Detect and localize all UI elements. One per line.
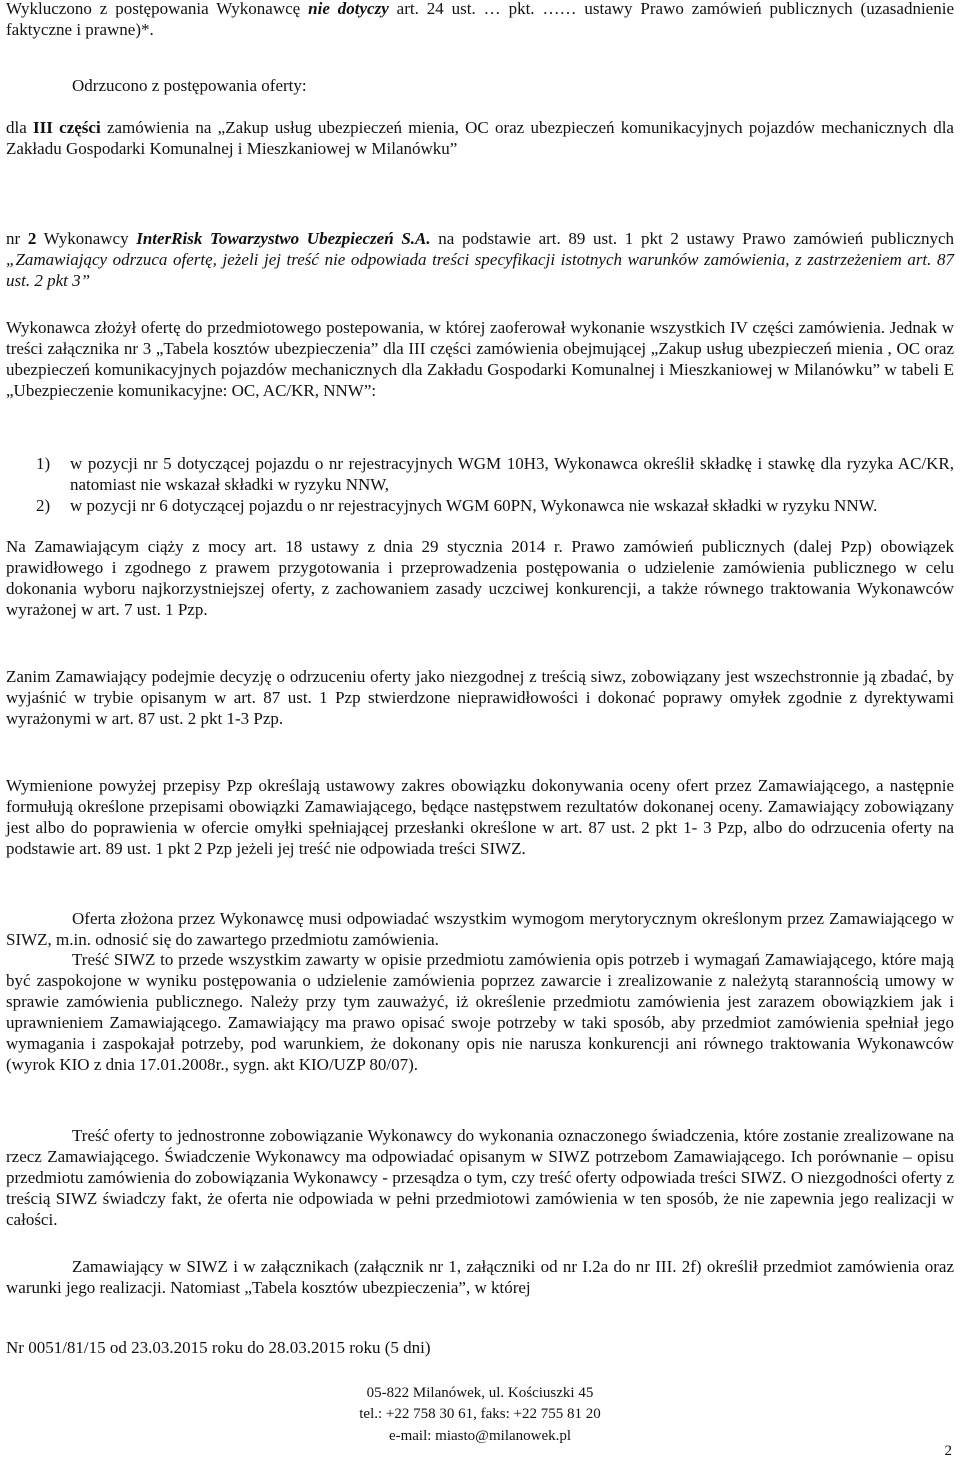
exclusion-text-1: Wykluczono z postępowania Wykonawcę xyxy=(6,0,309,18)
part-text-1: dla xyxy=(6,118,34,137)
assessment-paragraph: Wymienione powyżej przepisy Pzp określają ustawowy zakres obowiązku dokonywania oceny ofert przez Zamawiającego, a następnie formułują określone przepisami obowiązki Zamawiającego, będące następstwem rezultatów dokonanej oceny. Zamawiający zobowiązany jest albo do poprawienia w ofercie omyłki spełniającej przesłanki określone w art. 87 ust. 2 pkt 1- 3 Pzp, albo do odrzucenia oferty na podstawie art. 89 ust. 1 pkt 2 Pzp jeżeli jej treść nie odpowiada treści SIWZ. xyxy=(6,776,954,858)
offer-text-1: nr xyxy=(6,229,28,248)
footer-phone: tel.: +22 758 30 61, faks: +22 755 81 20 xyxy=(359,1406,601,1422)
part-three-paragraph xyxy=(6,117,954,159)
contractor-paragraph: Wykonawca złożył ofertę do przedmiotowego postepowania, w której zaoferował wykonanie wszystkich IV części zamówienia. Jednak w treści załącznika nr 3 „Tabela kosztów ubezpieczenia” dla III części zamówienia obejmującej „Zakup usług ubezpieczeń mienia , OC oraz ubezpieczeń komunikacyjnych pojazdów mechanicznych dla Zakładu Gospodarki Komunalnej i Mieszkaniowej w Milanówku” w tabeli E „Ubezpieczenie komunikacyjne: OC, AC/KR, NNW”: xyxy=(6,318,954,400)
verification-paragraph: Zanim Zamawiający podejmie decyzję o odrzuceniu oferty jako niezgodnej z treścią siwz, zobowiązany jest wszechstronnie ją zbadać, by wyjaśnić w trybie opisanym w art. 87 ust. 1 Pzp stwierdzone nieprawidłowości i dokonać poprawy omyłek zgodnie z dyrektywami wyrażonymi w art. 87 ust. 2 pkt 1-3 Pzp. xyxy=(6,667,954,728)
contractor-name: InterRisk Towarzystwo Ubezpieczeń S.A. xyxy=(136,229,431,248)
footer-address: 05-822 Milanówek, ul. Kościuszki 45 xyxy=(366,1385,594,1401)
rejected-heading: Odrzucono z postępowania oferty: xyxy=(72,76,307,95)
offer-requirements-paragraph: Oferta złożona przez Wykonawcę musi odpowiadać wszystkim wymogom merytorycznym określonym przez Zamawiającego w SIWZ, m.in. odnosić się do zawartego przedmiotu zamówienia. xyxy=(6,909,954,949)
exclusion-paragraph xyxy=(6,0,954,40)
part-text-2: zamówienia na „Zakup usług ubezpieczeń mienia, OC oraz ubezpieczeń komunikacyjnych pojazdów mechanicznych dla Zakładu Gospodarki Komunalnej i Mieszkaniowej w Milanówku” xyxy=(6,118,954,158)
document-number: Nr 0051/81/15 od 23.03.2015 roku do 28.03.2015 roku (5 dni) xyxy=(6,1338,431,1357)
list-item-text: w pozycji nr 5 dotyczącej pojazdu o nr rejestracyjnych WGM 10H3, Wykonawca określił składkę i stawkę dla ryzyka AC/KR, natomiast nie wskazał składki w ryzyku NNW, xyxy=(70,454,954,494)
footer-email: e-mail: miasto@milanowek.pl xyxy=(388,1428,572,1444)
exclusion-not-applicable: nie dotyczy xyxy=(308,0,389,18)
list-item xyxy=(6,495,954,516)
list-item-text: w pozycji nr 6 dotyczącej pojazdu o nr rejestracyjnych WGM 60PN, Wykonawca nie wskazał składki w ryzyku NNW. xyxy=(70,496,878,515)
attachments-paragraph: Zamawiający w SIWZ i w załącznikach (załącznik nr 1, załączniki od nr I.2a do nr III. 2f) określił przedmiot zamówienia oraz warunki jego realizacji. Natomiast „Tabela kosztów ubezpieczenia”, w której xyxy=(6,1257,954,1297)
list-item-number: 2) xyxy=(36,496,51,515)
offer-text-3: na podstawie art. 89 ust. 1 pkt 2 ustawy Prawo zamówień publicznych xyxy=(430,229,954,248)
offer-text-2: Wykonawcy xyxy=(36,229,137,248)
list-item-number: 1) xyxy=(36,454,51,473)
deficiency-list xyxy=(6,453,954,516)
obligation-paragraph: Na Zamawiającym ciąży z mocy art. 18 ustawy z dnia 29 stycznia 2014 r. Prawo zamówień publicznych (dalej Pzp) obowiązek prawidłowego i zgodnego z prawem przygotowania i przeprowadzenia postępowania o udzielenie zamówienia publicznego w celu dokonania wyboru najkorzystniejszej oferty, z zachowaniem zasady uczciwej konkurencji, a także równego traktowania Wykonawców wyrażonej w art. 7 ust. 1 Pzp. xyxy=(6,537,954,619)
offer-number: 2 xyxy=(27,229,37,248)
page-number: 2 xyxy=(944,1443,952,1459)
part-three-label: III części xyxy=(33,118,101,137)
legal-quote: „Zamawiający odrzuca ofertę, jeżeli jej treść nie odpowiada treści specyfikacji istotnych warunków zamówienia, z zastrzeżeniem art. 87 ust. 2 pkt 3” xyxy=(6,250,954,290)
list-item xyxy=(6,453,954,495)
offer-content-paragraph: Treść oferty to jednostronne zobowiązanie Wykonawcy do wykonania oznaczonego świadczenia, które zostanie zrealizowane na rzecz Zamawiającego. Świadczenie Wykonawcy ma odpowiadać opisanym w SIWZ potrzebom Zamawiającego. Ich porównanie – opisu przedmiotu zamówienia do zobowiązania Wykonawcy - przesądza o tym, czy treść oferty odpowiada treści SIWZ. O niezgodności oferty z treścią SIWZ świadczy fakt, że oferta nie odpowiada w pełni przedmiotowi zamówienia w ten sposób, że nie zapewnia jego realizacji w całości. xyxy=(6,1126,954,1229)
offer-two-paragraph xyxy=(6,228,954,291)
exclusion-text-2: art. 24 ust. … pkt. …… ustawy Prawo zamówień publicznych (uzasadnienie faktyczne i prawne)*. xyxy=(6,0,954,39)
siwz-content-paragraph: Treść SIWZ to przede wszystkim zawarty w opisie przedmiotu zamówienia opis potrzeb i wymagań Zamawiającego, które mają być zaspokojone w wyniku postępowania o udzielenie zamówienia poprzez zawarcie i zrealizowanie z należytą starannością umowy w sprawie zamówienia publicznego. Należy przy tym zauważyć, iż określenie przedmiotu zamówienia jest zarazem obowiązkiem jak i uprawnieniem Zamawiającego. Zamawiający ma prawo opisać swoje potrzeby w taki sposób, aby przedmiot zamówienia spełniał jego wymagania i zaspokajał potrzeby, pod warunkiem, że dokonany opis nie narusza konkurencji ani równego traktowania Wykonawców (wyrok KIO z dnia 17.01.2008r., sygn. akt KIO/UZP 80/07). xyxy=(6,950,954,1074)
